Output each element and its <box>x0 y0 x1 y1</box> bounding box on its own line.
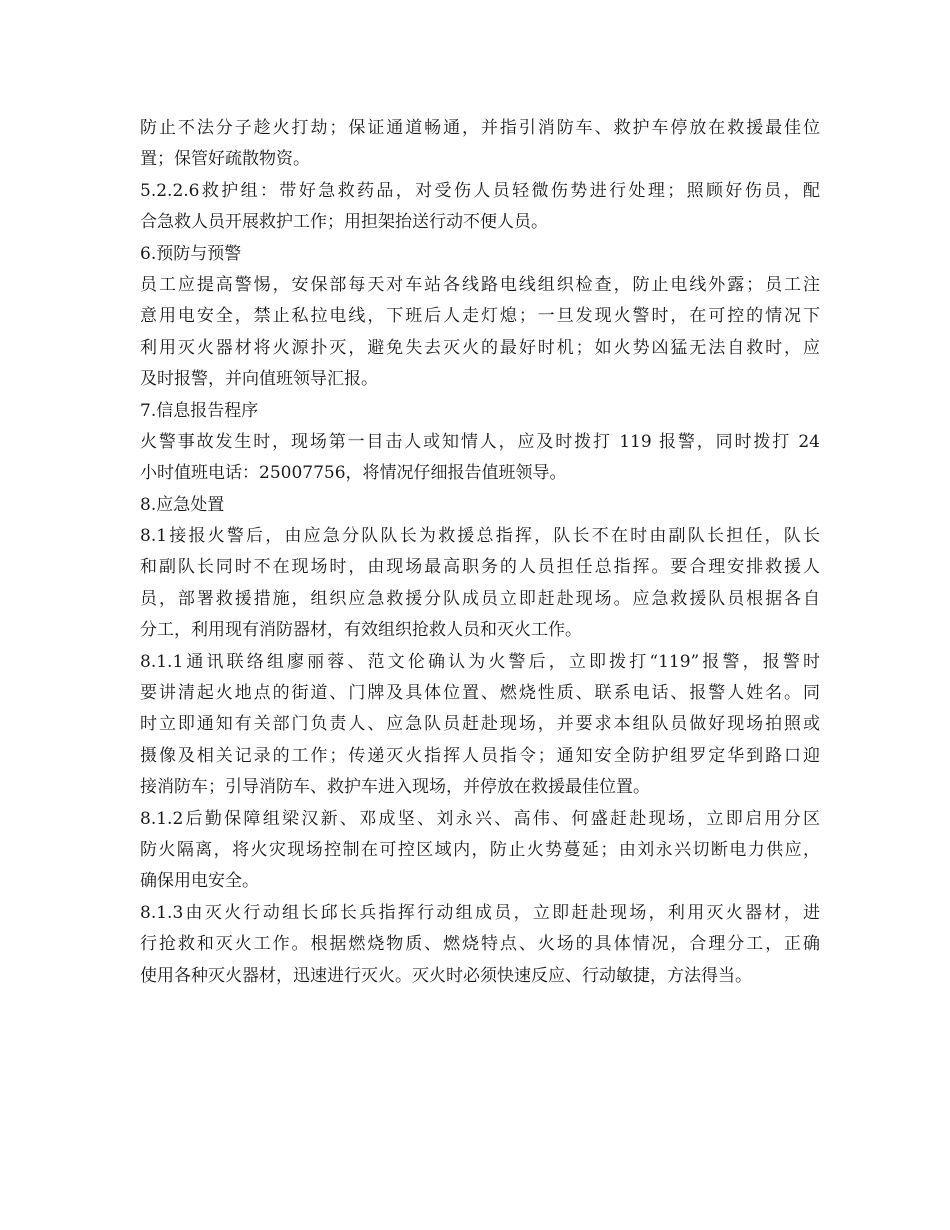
text-line: 接消防车；引导消防车、救护车进入现场，并停放在救援最佳位置。 <box>140 777 650 798</box>
text-line: 摄像及相关记录的工作；传递灭火指挥人员指令；通知安全防护组罗定华到路口迎 <box>140 745 820 766</box>
text-line: 及时报警，并向值班领导汇报。 <box>140 369 378 390</box>
text-line: 8.应急处置 <box>140 494 225 515</box>
text-line: 防止不法分子趁火打劫；保证通道畅通，并指引消防车、救护车停放在救援最佳位 <box>140 118 820 138</box>
text-line: 要讲清起火地点的街道、门牌及具体位置、燃烧性质、联系电话、报警人姓名。同 <box>140 683 820 704</box>
text-line: 8.1接报火警后，由应急分队队长为救援总指挥，队长不在时由副队长担任，队长 <box>140 526 820 547</box>
text-line: 小时值班电话：25007756，将情况仔细报告值班领导。 <box>140 463 567 484</box>
text-line: 分工，利用现有消防器材，有效组织抢救人员和灭火工作。 <box>140 620 582 641</box>
text-line: 5.2.2.6救护组：带好急救药品，对受伤人员轻微伤势进行处理；照顾好伤员，配 <box>140 180 820 201</box>
text-line: 行抢救和灭火工作。根据燃烧物质、燃烧特点、火场的具体情况，合理分工，正确 <box>140 934 820 955</box>
text-line: 和副队长同时不在现场时，由现场最高职务的人员担任总指挥。要合理安排救援人 <box>140 557 820 578</box>
document-body <box>140 113 820 992</box>
text-line: 确保用电安全。 <box>140 871 259 892</box>
text-line: 防火隔离，将火灾现场控制在可控区域内，防止火势蔓延；由刘永兴切断电力供应， <box>140 839 820 860</box>
text-line: 7.信息报告程序 <box>140 400 259 421</box>
text-line: 合急救人员开展救护工作；用担架抬送行动不便人员。 <box>140 212 548 233</box>
text-line: 员，部署救援措施，组织应急救援分队成员立即赶赴现场。应急救援队员根据各自 <box>140 588 820 609</box>
text-line: 火警事故发生时，现场第一目击人或知情人，应及时拨打 119 报警，同时拨打 24 <box>140 431 820 452</box>
text-line: 6.预防与预警 <box>140 243 242 264</box>
text-line: 置；保管好疏散物资。 <box>140 149 310 170</box>
text-line: 8.1.3由灭火行动组长邱长兵指挥行动组成员，立即赶赴现场，利用灭火器材，进 <box>140 902 820 923</box>
text-line: 意用电安全，禁止私拉电线，下班后人走灯熄；一旦发现火警时，在可控的情况下 <box>140 306 820 327</box>
text-line: 时立即通知有关部门负责人、应急队员赶赴现场，并要求本组队员做好现场拍照或 <box>140 714 820 735</box>
text-line: 利用灭火器材将火源扑灭，避免失去灭火的最好时机；如火势凶猛无法自救时，应 <box>140 337 820 358</box>
text-line: 8.1.2后勤保障组梁汉新、邓成坚、刘永兴、高伟、何盛赶赴现场，立即启用分区 <box>140 808 820 829</box>
text-line: 使用各种灭火器材，迅速进行灭火。灭火时必须快速反应、行动敏捷，方法得当。 <box>140 965 752 986</box>
text-line: 8.1.1通讯联络组廖丽蓉、范文伦确认为火警后，立即拨打“119”报警，报警时 <box>140 651 820 672</box>
text-line: 员工应提高警惕，安保部每天对车站各线路电线组织检查，防止电线外露；员工注 <box>140 274 820 295</box>
